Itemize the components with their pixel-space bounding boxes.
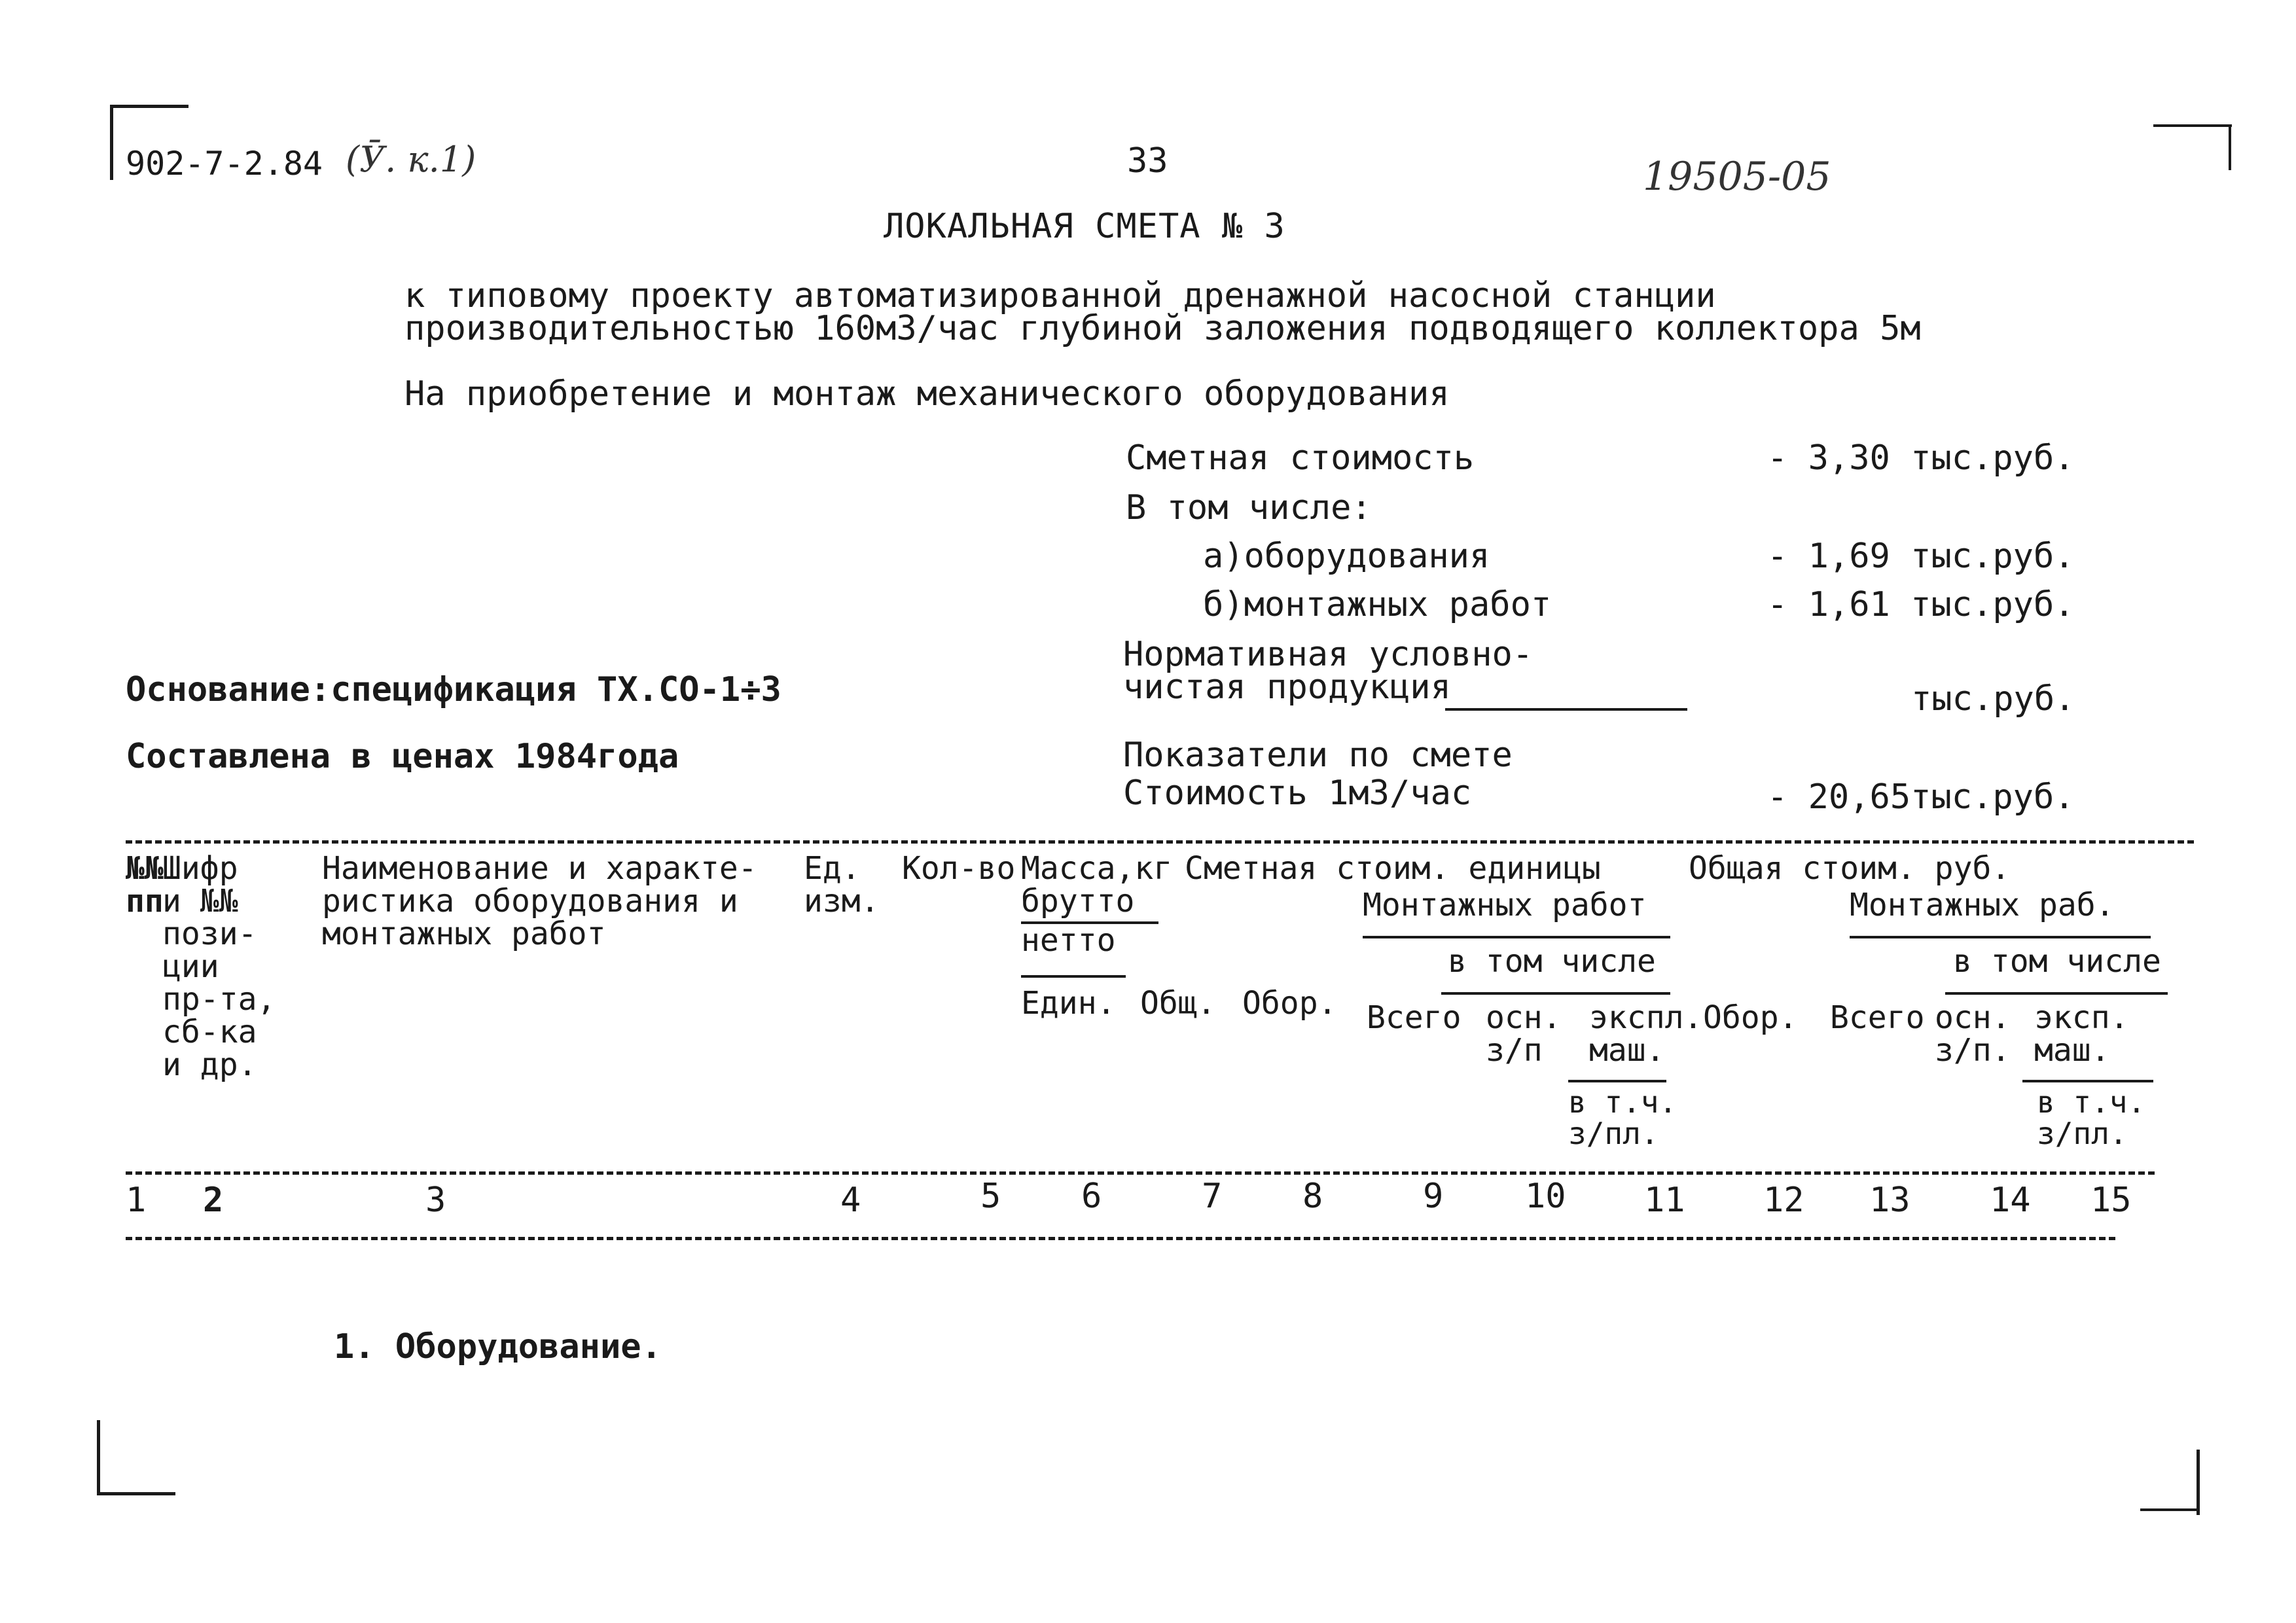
unit-cost-label: Стоимость 1м3/час — [1123, 774, 1472, 813]
normative-label-2: чистая продукция — [1123, 668, 1451, 707]
column-number: 14 — [1990, 1181, 2031, 1220]
header-unit-cost-group: Сметная стоим. единицы — [1185, 850, 1601, 887]
incl-underline — [1441, 992, 1670, 995]
equipment-label: а)оборудования — [1203, 537, 1490, 576]
header-incl-wage-2: в т.ч. з/пл. — [2037, 1084, 2146, 1151]
header-incl-wage: в т.ч. з/пл. — [1568, 1084, 1677, 1151]
header-incl-2: в том числе — [1953, 943, 2161, 980]
header-total-cost-group: Общая стоим. руб. — [1689, 850, 2011, 887]
document-code-note: (Ӯ. к.1) — [346, 139, 476, 180]
install-works-short-underline — [1850, 936, 2151, 938]
section-heading: 1. Оборудование. — [334, 1327, 662, 1366]
column-number: 7 — [1202, 1177, 1223, 1216]
header-col-1: №№ пп — [126, 850, 164, 919]
column-number: 2 — [203, 1181, 224, 1220]
normative-label-1: Нормативная условно- — [1123, 635, 1534, 674]
header-col-10: осн. з/п — [1486, 999, 1562, 1069]
document-title: ЛОКАЛЬНАЯ СМЕТА № 3 — [884, 207, 1285, 246]
subtitle-line-1: к типовому проекту автоматизированной дренажной насосной станции — [404, 276, 1716, 315]
netto-underline — [1021, 975, 1126, 978]
header-col-3: Наименование и характе- ристика оборудования и монтажных работ — [322, 850, 757, 952]
wage-2-underline — [2022, 1080, 2153, 1082]
install-works-underline — [1363, 936, 1670, 938]
header-col-11: экспл. маш. — [1589, 999, 1703, 1069]
corner-mark-top-right — [2153, 124, 2232, 127]
cost-label: Сметная стоимость — [1126, 438, 1475, 478]
corner-mark-bottom-left-h — [97, 1492, 175, 1495]
column-number: 10 — [1525, 1177, 1566, 1216]
header-col-15: эксп. маш. — [2034, 999, 2129, 1069]
table-top-rule — [126, 840, 2194, 844]
unit-cost-value: - 20,65тыс.руб. — [1767, 777, 2075, 817]
header-col-6: Един. — [1021, 985, 1116, 1022]
column-number: 9 — [1423, 1177, 1444, 1216]
header-col-4: Ед. изм. — [804, 850, 880, 919]
equipment-value: - 1,69 тыс.руб. — [1767, 537, 2075, 576]
header-col-7: Общ. — [1140, 985, 1216, 1022]
header-install-works-short: Монтажных раб. — [1850, 887, 2115, 923]
header-incl: в том числе — [1448, 943, 1656, 980]
wage-underline — [1568, 1080, 1666, 1082]
header-col-13: Всего — [1830, 999, 1925, 1036]
document-code: 902-7-2.84 — [126, 145, 323, 183]
corner-mark-top-left — [110, 105, 113, 180]
header-col-12: Обор. — [1703, 999, 1798, 1036]
column-number: 12 — [1763, 1181, 1804, 1220]
column-number: 13 — [1869, 1181, 1910, 1220]
column-number: 3 — [425, 1181, 446, 1220]
header-mass: Масса,кг — [1021, 850, 1173, 887]
header-col-9: Всего — [1367, 999, 1462, 1036]
column-number: 11 — [1644, 1181, 1685, 1220]
header-col-2: Шифр и №№ пози- ции пр-та, сб-ка и др. — [162, 850, 276, 1083]
corner-mark-top-right-v — [2229, 124, 2231, 170]
column-number: 1 — [126, 1181, 147, 1220]
cost-value: - 3,30 тыс.руб. — [1767, 438, 2075, 478]
header-brutto: брутто — [1021, 883, 1135, 919]
subtitle-line-2: производительностью 160м3/час глубиной заложения подводящего коллектора 5м — [404, 309, 1921, 348]
normative-blank-line — [1445, 708, 1687, 711]
purpose: На приобретение и монтаж механического оборудования — [404, 374, 1450, 414]
corner-mark-bottom-left — [97, 1420, 100, 1493]
installation-value: - 1,61 тыс.руб. — [1767, 585, 2075, 624]
header-col-14: осн. з/п. — [1935, 999, 2011, 1069]
corner-mark-bottom-right — [2140, 1508, 2199, 1511]
header-install-works: Монтажных работ — [1363, 887, 1647, 923]
corner-mark-bottom-right-v — [2197, 1450, 2200, 1515]
column-number: 15 — [2090, 1181, 2132, 1220]
prices: Составлена в ценах 1984года — [126, 737, 679, 776]
header-col-5: Кол-во — [902, 850, 1016, 887]
normative-value: тыс.руб. — [1911, 679, 2075, 719]
corner-mark-top-left-h — [110, 105, 188, 108]
column-number: 6 — [1081, 1177, 1102, 1216]
basis: Основание:спецификация ТХ.СО-1÷3 — [126, 670, 781, 709]
header-netto: нетто — [1021, 922, 1116, 959]
column-number: 8 — [1302, 1177, 1323, 1216]
page-number: 33 — [1127, 141, 1168, 181]
header-col-8: Обор. — [1242, 985, 1337, 1022]
column-numbers-top-rule — [126, 1171, 2155, 1175]
stamp-number: 19505-05 — [1643, 154, 1831, 200]
column-number: 4 — [840, 1181, 861, 1220]
installation-label: б)монтажных работ — [1203, 585, 1552, 624]
indicators-label: Показатели по смете — [1123, 736, 1513, 775]
column-numbers-bottom-rule — [126, 1237, 2115, 1240]
including-label: В том числе: — [1126, 488, 1372, 527]
column-number: 5 — [980, 1177, 1001, 1216]
incl-2-underline — [1945, 992, 2168, 995]
